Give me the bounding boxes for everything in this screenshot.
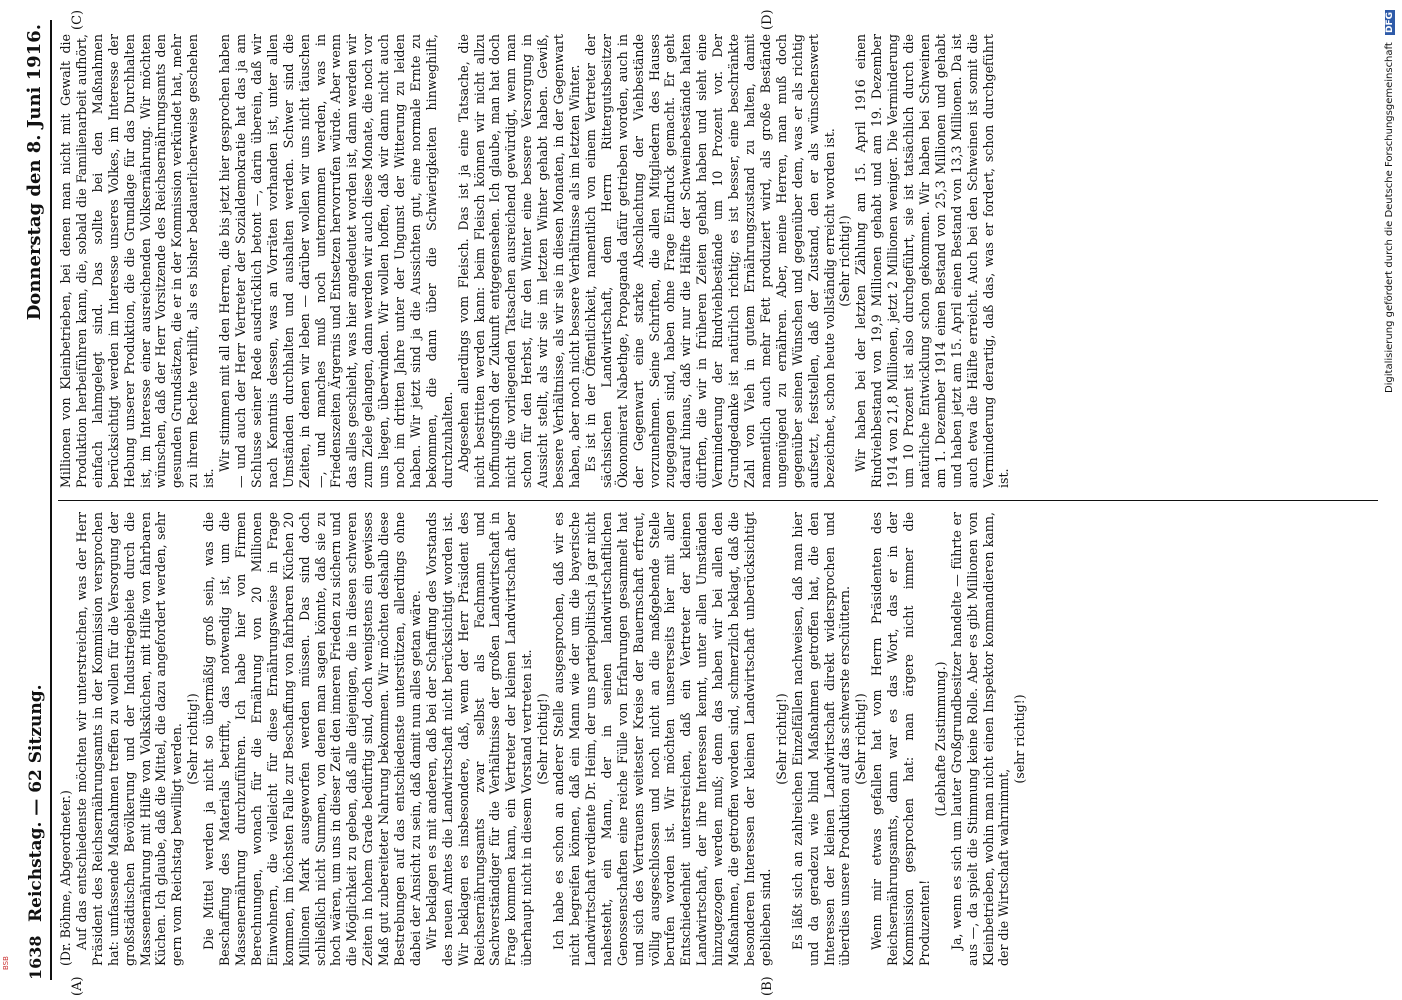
- page-header: [24, 20, 50, 980]
- paragraph: Die Mittel werden ja nicht so übermäßig groß sein, was die Beschaffung des Materials betrifft, das notwendig ist, um die Massenernährung durchzuführen. Ich habe hier von Firmen Berechnungen, wonach für die Ernährung von 20 Millionen Einwohnern, die vielleicht für diese Ernährungsweise in Frage kommen, im höchsten Falle zur Beschaffung von fahrbaren Küchen 20 Millionen Mark ausgeworfen werden müssen. Das sind doch schließlich nicht Summen, von denen man sagen könnte, daß sie zu hoch wären, um uns in dieser Zeit den inneren Frieden zu sichern und die Möglichkeit zu geben, daß alle diejenigen, die in diesen schweren Zeiten in hohem Grade bedürftig sind, doch wenigstens ein gewisses Maß gut zubereiteter Nahrung bekommen. Wir möchten deshalb diese Bestrebungen auf das entschiedenste unterstützen, allerdings ohne dabei der Ansicht zu sein, daß damit nun alles getan wäre.: [201, 512, 423, 966]
- paragraph: Es ist in der Öffentlichkeit, namentlich von einem Vertreter der sächsischen Landwirtschaft, dem Herrn Rittergutsbesitzer Ökonomierat Nabethge, Propaganda dafür getrieben worden, auch in der Gegenwart eine starke Abschlachtung der Viehbestände vorzunehmen. Seine Schriften, die allen Mitgliedern des Hauses zugegangen sind, haben ohne Frage Eindruck gemacht. Er geht darauf hinaus, daß wir nur die Hälfte der Schweinebestände halten dürften, die wir in früheren Zeiten gehabt haben und sieht eine Verminderung der Rindviehbestände um 10 Prozent vor. Der Grundgedanke ist natürlich richtig; es ist besser, eine beschränkte Zahl von Vieh in gutem Ernährungszustand zu halten, damit namentlich auch mehr Fett produziert wird, als große Bestände ungenügend zu ernähren. Aber, meine Herren, man muß doch gegenüber seinen Wünschen und gegenüber dem, was er als richtig aufsetzt, feststellen, daß der Zustand, den er als wünschenswert bezeichnet, schon heute vollständig erreicht worden ist.: [582, 34, 837, 488]
- paragraph: Es läßt sich an zahlreichen Einzelfällen nachweisen, daß man hier und da geradezu wie blind Maßnahmen getroffen hat, die den Interessen der kleinen Landwirtschaft direkt widersprochen und überdies unsere Produktion auf das schwerste erschüttern.: [789, 512, 853, 966]
- interjection: (sehr richtig!): [1012, 694, 1028, 784]
- paragraph: Ja, wenn es sich um lauter Großgrundbesitzer handelte — führte er aus —, da spielt die Stimmung keine Rolle. Aber es gibt Millionen von Kleinbetrieben, wohin man nicht einen Inspektor kommandieren kann, der die Wirtschaft wahrnimmt,: [948, 512, 1012, 966]
- header-left-title: Reichstag. — 62 Sitzung.: [26, 684, 46, 922]
- marker-a: (A): [70, 976, 85, 996]
- paragraph: Millionen von Kleinbetrieben, bei denen man nicht mit Gewalt die Produktion herbeiführen kann, die, sobald die Familienarbeit aufhört, einfach lahmgelegt sind. Das sollte bei den Maßnahmen berücksichtigt werden im Interesse unseres Volkes, im Interesse der Hebung unserer Produktion, die die Grundlage für das Durchhalten ist, im Interesse einer ausreichenden Volksernährung. Wir möchten wünschen, daß der Herr Vorsitzende des Reichsernährungsamts den gesunden Grundsätzen, die er in der Kommission verkündet hat, mehr zu ihrem Rechte verhilft, als es bisher bedauerlicherweise geschehen ist.: [58, 34, 217, 488]
- paragraph: Auf das entschiedenste möchten wir unterstreichen, was der Herr Präsident des Reichsernährungsamts in der Kommission versprochen hat: umfassende Maßnahmen treffen zu wollen für die Versorgung der großstädtischen Bevölkerung und der Industriegebiete durch die Massenernährung mit Hilfe von Volksküchen, mit Hilfe von fahrbaren Küchen. Ich glaube, daß die Mittel, die dazu angefordert werden, sehr gern vom Reichstag bewilligt werden.: [73, 512, 185, 966]
- marker-c: (C): [70, 9, 85, 30]
- interjection: (Sehr richtig!): [535, 693, 551, 785]
- interjection: (Sehr richtig!): [837, 215, 853, 307]
- marker-b: (B): [760, 976, 775, 996]
- paragraph: Wir beklagen es mit anderen, daß bei der Schaffung des Vorstands des neuen Amtes die Landwirtschaft nicht berücksichtigt worden ist. Wir beklagen es insbesondere, daß, wenn der Herr Präsident des Reichsernährungsamts zwar selbst als Fachmann und Sachverständiger für die Verhältnisse der großen Landwirtschaft in Frage kommen kann, ein Vertreter der kleinen Landwirtschaft aber überhaupt nicht in diesem Vorstand vertreten ist.: [423, 512, 535, 966]
- interjection: (Sehr richtig!): [185, 693, 201, 785]
- marker-d: (D): [760, 9, 775, 30]
- column-divider: [58, 500, 1378, 501]
- paragraph: Wenn mir etwas gefallen hat vom Herrn Präsidenten des Reichsernährungsamts, dann war es das Wort, das er in der Kommission gesprochen hat: man ärgere nicht immer die Produzenten!: [869, 512, 932, 966]
- interjection: (Lebhafte Zustimmung.): [932, 661, 948, 817]
- speaker-line: (Dr. Böhme, Abgeordneter.): [58, 790, 73, 966]
- paragraph: Wir stimmen mit all den Herren, die bis jetzt hier gesprochen haben — und auch der Herr Vertreter der Sozialdemokratie hat das ja am Schlusse seiner Rede ausdrücklich betont —, darin überein, daß wir nach Kenntnis dessen, was an Vorräten vorhanden ist, unter allen Umständen durchhalten und aushalten werden. Schwer sind die Zeiten, in denen wir leben — darüber wollen wir uns nicht täuschen —, und manches muß noch unternommen werden, was in Friedenszeiten Ärgernis und Entsetzen hervorrufen würde. Aber wenn das alles geschieht, was hier angedeutet worden ist, dann werden wir zum Ziele gelangen, dann werden wir auch diese Monate, die noch vor uns liegen, überwinden. Wir wollen hoffen, daß wir dann nicht auch noch im dritten Jahre unter der Ungunst der Witterung zu leiden haben. Wir jetzt sind ja die Aussichten gut, eine normale Ernte zu bekommen, die dann über die Schwierigkeiten hinweghilft, durchzuhalten.: [217, 34, 455, 488]
- paragraph: Wir haben bei der letzten Zählung am 15. April 1916 einen Rindviehbestand von 19,9 Millionen gehabt und am 19. Dezember 1914 von 21,8 Millionen, jetzt 2 Millionen weniger. Die Verminderung um 10 Prozent ist also durchgeführt, sie ist tatsächlich durch die natürliche Entwicklung schon gekommen. Wir haben bei Schweinen am 1. Dezember 1914 einen Bestand von 25,3 Millionen und gehabt und haben jetzt am 15. April einen Bestand von 13,3 Millionen. Da ist auch etwa die Hälfte erreicht. Auch bei den Schweinen ist somit die Verminderung derartig, daß das, was er fordert, schon durchgeführt ist.: [853, 34, 1012, 488]
- interjection: (Sehr richtig!): [773, 693, 789, 785]
- library-mark: BSB: [2, 956, 10, 970]
- header-rule: [50, 20, 52, 980]
- paragraph: Ich habe es schon an anderer Stelle ausgesprochen, daß wir es nicht begreifen können, daß ein Mann wie der um die bayerische Landwirtschaft verdiente Dr. Heim, der uns parteipolitisch ja gar nicht nahesteht, ein Mann, der in seinen landwirtschaftlichen Genossenschaften eine reiche Fülle von Erfahrungen gesammelt hat und sich des Vertrauens weitester Kreise der Bauernschaft erfreut, völlig ausgeschlossen und noch nicht an die maßgebende Stelle berufen worden ist. Wir möchten unsererseits hier mit aller Entschiedenheit unterstreichen, daß ein Vertreter der kleinen Landwirtschaft, der ihre Interessen kennt, unter allen Umständen hinzugezogen werden muß; denn das haben wir bei allen den Maßnahmen, die getroffen worden sind, schmerzlich beklagt, daß die besonderen Interessen der kleinen Landwirtschaft unberücksichtigt geblieben sind.: [551, 512, 773, 966]
- header-right-title: Donnerstag den 8. Juni 1916.: [24, 24, 45, 321]
- paragraph: Abgesehen allerdings vom Fleisch. Das ist ja eine Tatsache, die nicht bestritten werden kann: beim Fleisch können wir nicht allzu hoffnungsfroh der Zukunft entgegensehen. Ich glaube, man hat doch nicht die vorliegenden Tatsachen ausreichend gewürdigt, wenn man schon für den Herbst, für den Winter eine bessere Versorgung in Aussicht stellt, als wir sie im letzten Winter gehabt haben. Gewiß, bessere Verhältnisse, als wir sie in diesen Monaten, in der Gegenwart haben, aber noch nicht bessere Verhältnisse als im letzten Winter.: [455, 34, 582, 488]
- right-column: [58, 34, 1388, 488]
- left-column: [58, 512, 1388, 966]
- digitization-note: [1384, 10, 1400, 990]
- dfg-logo: DFG: [1385, 12, 1395, 34]
- digitization-text: Digitalisierung gefördert durch die Deutsche Forschungsgemeinschaft: [1384, 42, 1395, 394]
- interjection: (Sehr richtig!): [853, 693, 869, 785]
- page-number: 1638: [26, 935, 45, 980]
